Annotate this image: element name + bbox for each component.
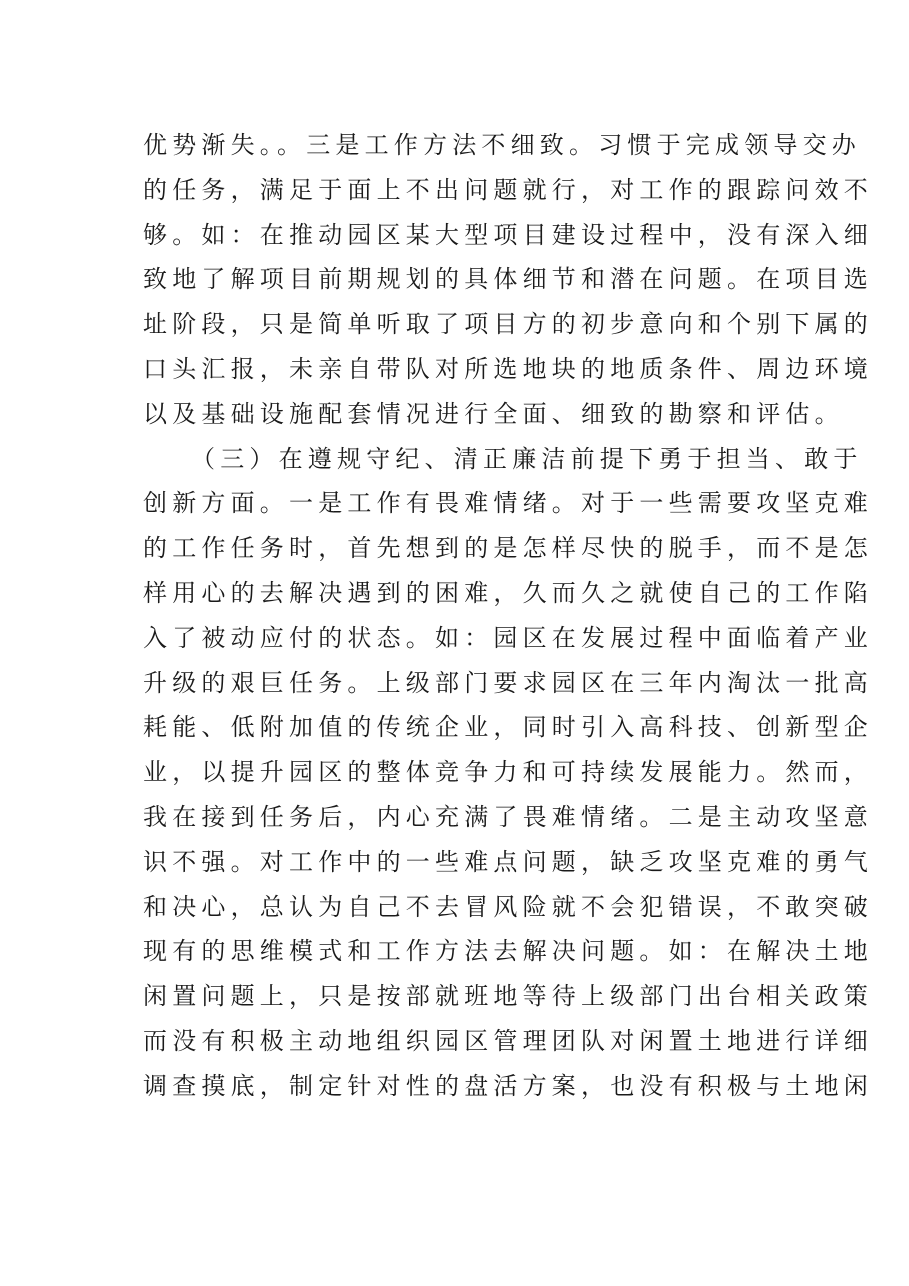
text-line: 而没有积极主动地组织园区管理团队对闲置土地进行详细 — [143, 1026, 873, 1055]
text-line: 调查摸底，制定针对性的盘活方案，也没有积极与土地闲 — [143, 1071, 873, 1100]
text-line: 入了被动应付的状态。如：园区在发展过程中面临着产业 — [143, 623, 873, 652]
text-line: 现有的思维模式和工作方法去解决问题。如：在解决土地 — [143, 937, 873, 966]
text-line: 够。如：在推动园区某大型项目建设过程中，没有深入细 — [143, 220, 873, 249]
text-line: 址阶段，只是简单听取了项目方的初步意向和个别下属的 — [143, 310, 873, 339]
text-line: 致地了解项目前期规划的具体细节和潜在问题。在项目选 — [143, 265, 873, 294]
text-line: 的任务，满足于面上不出问题就行，对工作的跟踪问效不 — [143, 175, 873, 204]
text-line: 优势渐失。。三是工作方法不细致。习惯于完成领导交办 — [143, 131, 861, 159]
text-line: 创新方面。一是工作有畏难情绪。对于一些需要攻坚克难 — [143, 489, 873, 518]
paragraph-heading-line: （三）在遵规守纪、清正廉洁前提下勇于担当、敢于 — [191, 444, 863, 473]
text-line: 样用心的去解决遇到的困难，久而久之就使自己的工作陷 — [143, 578, 873, 607]
body-text — [143, 123, 873, 1109]
text-line: 我在接到任务后，内心充满了畏难情绪。二是主动攻坚意 — [143, 802, 873, 831]
text-line: 的工作任务时，首先想到的是怎样尽快的脱手，而不是怎 — [143, 534, 873, 563]
text-line: 耗能、低附加值的传统企业，同时引入高科技、创新型企 — [143, 713, 873, 742]
text-line: 和决心，总认为自己不去冒风险就不会犯错误，不敢突破 — [143, 892, 873, 921]
text-line: 口头汇报，未亲自带队对所选地块的地质条件、周边环境 — [143, 354, 873, 383]
text-line: 识不强。对工作中的一些难点问题，缺乏攻坚克难的勇气 — [143, 847, 873, 876]
text-line: 升级的艰巨任务。上级部门要求园区在三年内淘汰一批高 — [143, 668, 873, 697]
text-line: 业，以提升园区的整体竞争力和可持续发展能力。然而， — [143, 758, 873, 787]
text-line: 以及基础设施配套情况进行全面、细致的勘察和评估。 — [143, 399, 844, 428]
text-line: 闲置问题上，只是按部就班地等待上级部门出台相关政策 — [143, 982, 873, 1011]
